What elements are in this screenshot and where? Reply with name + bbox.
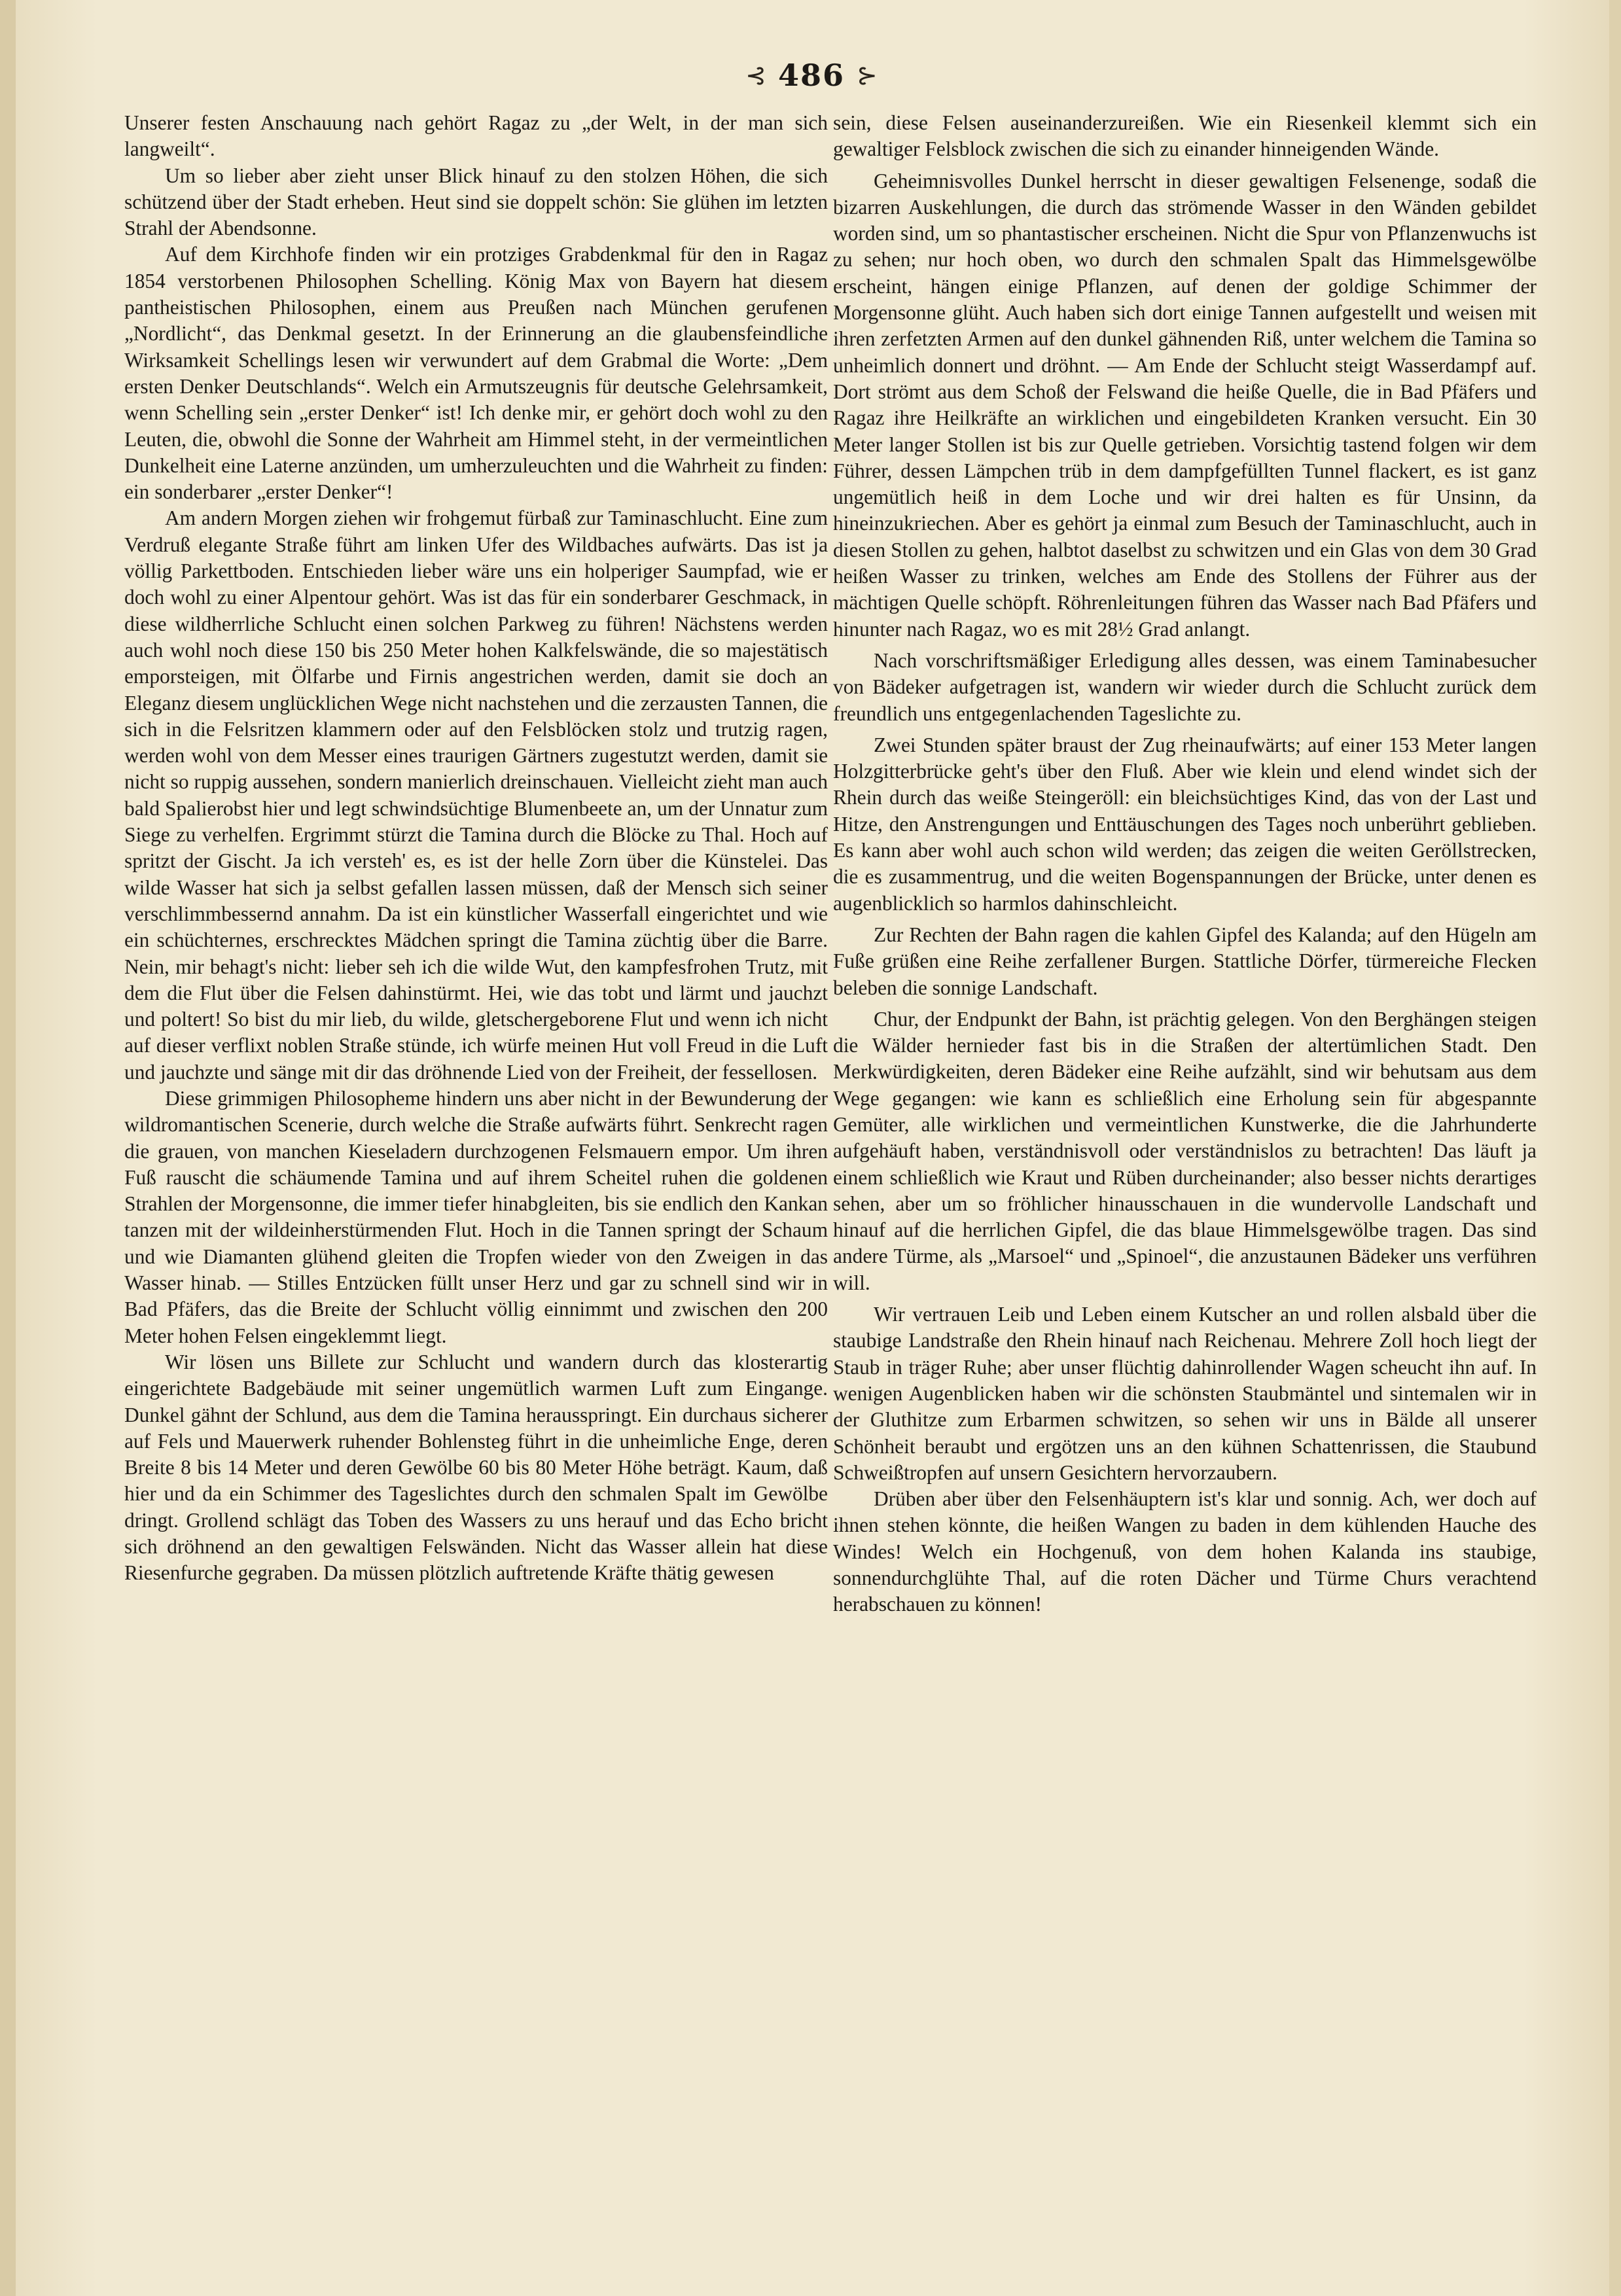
paragraph: Nach vorschriftsmäßiger Erledigung alles dessen, was einem Taminabesucher von Bädeker aufgetragen ist, wandern wir wieder durch die Schlucht zurück dem freundlich uns entgegenlachenden Tageslichte zu. [833,648,1537,725]
paragraph: Unserer festen Anschauung nach gehört Ragaz zu „der Welt, in der man sich langweilt“. [124,111,828,161]
paragraph: sein, diese Felsen auseinanderzureißen. Wie ein Riesenkeil klemmt sich ein gewaltiger Felsblock zwischen die sich zu einander hinneigenden Wände. [833,111,1537,161]
paragraph: Um so lieber aber zieht unser Blick hinauf zu den stolzen Höhen, die sich schützend über der Stadt erheben. Heut sind sie doppelt schön: Sie glühen im letzten Strahl der Abendsonne. [124,164,828,240]
ornament-right-icon: ⊱ [857,61,878,90]
page-number: 486 [777,58,846,93]
page-edge-left [0,0,16,2296]
paragraph: Wir vertrauen Leib und Leben einem Kutscher an und rollen alsbald über die staubige Landstraße den Rhein hinauf nach Reichenau. Mehrere Zoll hoch liegt der Staub in träger Ruhe; aber unser flüchtig dahinrollender Wagen scheucht ihn auf. In wenigen Augenblicken haben wir die schönsten Staubmäntel und sintemalen wir in der Gluthitze zum Erbarmen schwitzen, so sehen wir uns in Bälde all unserer Schönheit beraubt und ergötzen uns an den kühnen Schattenrissen, die Staubund Schweißtropfen auf unsern Gesichtern hervorzaubern. [833,1303,1537,1484]
paragraph: Chur, der Endpunkt der Bahn, ist prächtig gelegen. Von den Berghängen steigen die Wälder hernieder fast bis in die Straßen der altertümlichen Stadt. Den Merkwürdigkeiten, deren Bädeker eine Reihe aufzählt, sind wir behutsam aus dem Wege gegangen: wie kann es schließlich eine Erholung sein für abgespannte Gemüter, alle wirklichen und vermeintlichen Kunstwerke, die die Jahrhunderte aufgehäuft haben, verständnisvoll oder verständnislos zu betrachten! Das läuft ja einem schließlich wie Kraut und Rüben durcheinander; also besser nichts derartiges sehen, aber um so fröhlicher hinausschauen in die wundervolle Landschaft und hinauf auf die herrlichen Gipfel, die das blaue Himmelsgewölbe tragen. Das sind andere Türme, als „Marsoel“ und „Spinoel“, die anzustaunen Bädeker uns verführen will. [833,1007,1537,1294]
paragraph: Am andern Morgen ziehen wir frohgemut fürbaß zur Taminaschlucht. Eine zum Verdruß elegante Straße führt am linken Ufer des Wildbaches aufwärts. Das ist ja völlig Parkettboden. Entschieden lieber wäre uns ein holperiger Saumpfad, wie er doch wohl zu einer Alpentour gehört. Was ist das für ein sonderbarer Geschmack, in diese wildherrliche Schlucht einen solchen Parkweg zu führen! Nächstens werden auch wohl noch diese 150 bis 250 Meter hohen Kalkfelswände, die so majestätisch emporsteigen, mit Ölfarbe und Firnis angestrichen werden, damit sie doch an Eleganz diesem unglücklichen Wege nicht nachstehen und die zerzausten Tannen, die sich in die Felsritzen klammern oder auf den Felsblöcken stolz und trutzig ragen, werden wohl von dem Messer eines traurigen Gärtners zugestutzt werden, damit sie nicht so ruppig aussehen, sondern manierlich dreinschauen. Vielleicht zieht man auch bald Spalierobst hier und legt schwindsüchtige Blumenbeete an, um der Unnatur zum Siege zu verhelfen. Ergrimmt stürzt die Tamina durch die Blöcke zu Thal. Hoch auf spritzt der Gischt. Ja ich versteh' es, es ist der helle Zorn über die Künstelei. Das wilde Wasser hat sich ja selbst gefallen lassen müssen, daß der Mensch sich seiner verschlimmbessernd annahm. Da ist ein künstlicher Wasserfall eingerichtet und wie ein schüchternes, erschrecktes Mädchen springt die Tamina züchtig über die Barre. Nein, mir behagt's nicht: lieber seh ich die wilde Wut, den kampfesfrohen Trutz, mit dem die Flut über die Felsen dahinstürmt. Hei, wie das tobt und lärmt und jauchzt und poltert! So bist du mir lieb, du wilde, gletschergeborene Flut und wenn ich nicht auf dieser verflixt noblen Straße stünde, ich würfe meinen Hut voll Freud in die Luft und jauchzte und sänge mit dir das dröhnende Lied von der Freiheit, der fessellosen. [124,506,828,1084]
paragraph: Geheimnisvolles Dunkel herrscht in dieser gewaltigen Felsenenge, sodaß die bizarren Auskehlungen, die durch das strömende Wasser in den Wänden gebildet worden sind, um so phantastischer erscheinen. Nicht die Spur von Pflanzenwuchs ist zu sehen; nur hoch oben, wo durch den schmalen Spalt das Himmelsgewölbe erscheint, hängen einige Pflanzen, auf denen der goldige Schimmer der Morgensonne glüht. Auch haben sich dort einige Tannen aufgestellt und weisen mit ihren zerfetzten Armen auf den dunkel gähnenden Riß, unter welchem die Tamina so unheimlich donnert und dröhnt. — Am Ende der Schlucht steigt Wasserdampf auf. Dort strömt aus dem Schoß der Felswand die heiße Quelle, die in Bad Pfäfers und Ragaz ihre Heilkräfte an wirklichen und eingebildeten Kranken versucht. Ein 30 Meter langer Stollen ist bis zur Quelle getrieben. Vorsichtig tastend folgen wir dem Führer, dessen Lämpchen trüb in dem dampfgefüllten Tunnel flackert, es ist ganz ungemütlich heiß in dem Loche und wir drei halten es für Unsinn, da hineinzukriechen. Aber es gehört ja einmal zum Besuch der Taminaschlucht, auch in diesen Stollen zu gehen, halbtot daselbst zu schwitzen und ein Glas von dem 30 Grad heißen Wasser zu trinken, welches am Ende des Stollens der Führer aus der mächtigen Quelle schöpft. Röhrenleitungen führen das Wasser nach Bad Pfäfers und hinunter nach Ragaz, wo es mit 28½ Grad anlangt. [833,169,1537,641]
page-header [687,52,936,98]
ornament-left-icon: ⊰ [745,61,766,90]
left-column [124,110,828,2200]
right-column [833,110,1537,2200]
paragraph: Auf dem Kirchhofe finden wir ein protziges Grabdenkmal für den in Ragaz 1854 verstorbenen Philosophen Schelling. König Max von Bayern hat diesem pantheistischen Philosophen, einem aus Preußen nach München gerufenen „Nordlicht“, das Denkmal gesetzt. In der Erinnerung an die glaubensfeindliche Wirksamkeit Schellings lesen wir verwundert auf dem Grabmal die Worte: „Dem ersten Denker Deutschlands“. Welch ein Armutszeugnis für deutsche Gelehrsamkeit, wenn Schelling sein „erster Denker“ ist! Ich denke mir, er gehört doch wohl zu den Leuten, die, obwohl die Sonne der Wahrheit am Himmel steht, in der vermeintlichen Dunkelheit eine Laterne anzünden, um umherzuleuchten und die Wahrheit zu finden: ein sonderbarer „erster Denker“! [124,243,828,504]
paragraph: Zwei Stunden später braust der Zug rheinaufwärts; auf einer 153 Meter langen Holzgitterbrücke geht's über den Fluß. Aber wie klein und elend windet sich der Rhein durch das weiße Steingeröll: ein bleichsüchtiges Kind, das von der Last und Hitze, den Anstrengungen und Enttäuschungen des Tages noch unberührt geblieben. Es kann aber wohl auch schon wild werden; das zeigen die weiten Geröllstrecken, die es zusammentrug, und die weiten Bogenspannungen der Brücke, unter denen es augenblicklich so harmlos dahinschleicht. [833,733,1537,915]
paragraph: Wir lösen uns Billete zur Schlucht und wandern durch das klosterartig eingerichtete Badgebäude mit seiner ungemütlich warmen Luft zum Eingange. Dunkel gähnt der Schlund, aus dem die Tamina herausspringt. Ein durchaus sicherer auf Fels und Mauerwerk ruhender Bohlensteg führt in die unheimliche Enge, deren Breite 8 bis 14 Meter und deren Gewölbe 60 bis 80 Meter Höhe beträgt. Kaum, daß hier und da ein Schimmer des Tageslichtes durch den schmalen Spalt im Gewölbe dringt. Grollend schlägt das Toben des Wassers zu uns herauf und das Echo bricht sich dröhnend an den gewaltigen Felswänden. Nicht das Wasser allein hat diese Riesenfurche gegraben. Da müssen plötzlich auftretende Kräfte thätig gewesen [124,1350,828,1585]
paragraph: Diese grimmigen Philosopheme hindern uns aber nicht in der Bewunderung der wildromantischen Scenerie, durch welche die Straße aufwärts führt. Senkrecht ragen die grauen, von manchen Kieseladern durchzogenen Felsmauern empor. Um ihren Fuß rauscht die schäumende Tamina und auf ihrem Scheitel ruhen die goldenen Strahlen der Morgensonne, die immer tiefer hinabgleiten, bis sie endlich den Kankan tanzen mit der wildeinherstürmenden Flut. Hoch in die Tannen springt der Schaum und wie Diamanten glühend gleiten die Tropfen wieder von den Zweigen in das Wasser hinab. — Stilles Entzücken füllt unser Herz und gar zu schnell sind wir in Bad Pfäfers, das die Breite der Schlucht völlig einnimmt und zwischen den 200 Meter hohen Felsen eingeklemmt liegt. [124,1086,828,1347]
page-edge-right [1609,0,1621,2296]
paragraph: Zur Rechten der Bahn ragen die kahlen Gipfel des Kalanda; auf den Hügeln am Fuße grüßen eine Reihe zerfallener Burgen. Stattliche Dörfer, türmereiche Flecken beleben die sonnige Landschaft. [833,923,1537,999]
paragraph: Drüben aber über den Felsenhäuptern ist's klar und sonnig. Ach, wer doch auf ihnen stehen könnte, die heißen Wangen zu baden in dem kühlenden Hauche des Windes! Welch ein Hochgenuß, von dem hohen Kalanda ins staubige, sonnendurchglühte Thal, auf die roten Dächer und Türme Churs verachtend herabschauen zu können! [833,1487,1537,1616]
